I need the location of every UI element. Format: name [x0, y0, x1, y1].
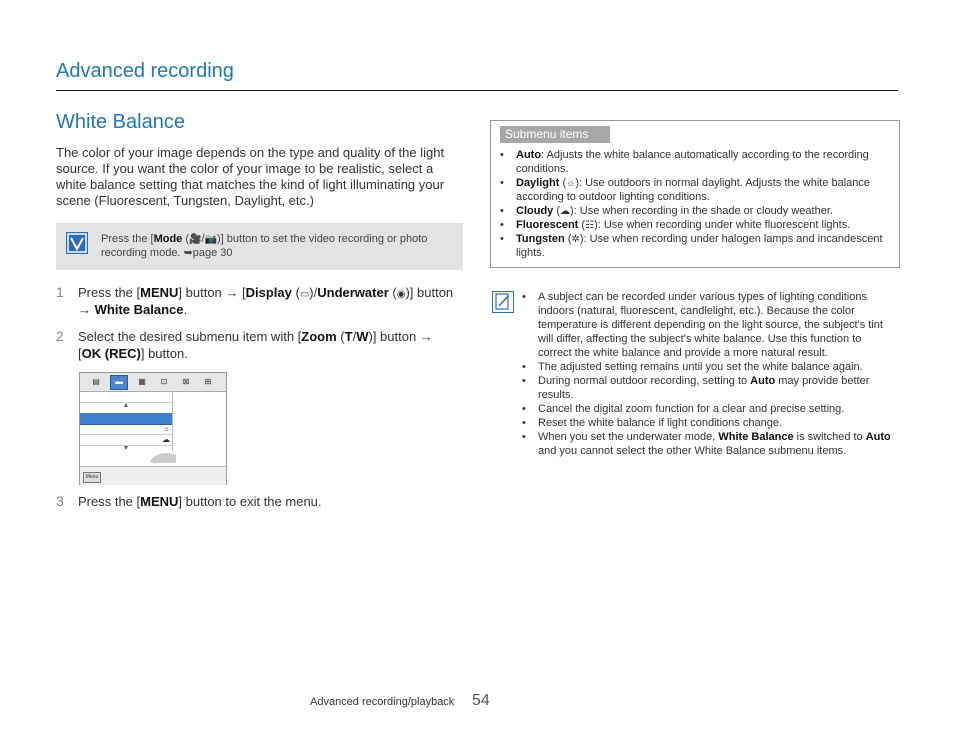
lcd-tab-active-icon: ▬ — [110, 375, 128, 390]
tips-list — [522, 290, 894, 458]
tip-bold: Auto — [750, 375, 776, 387]
tip-item — [522, 430, 894, 458]
lcd-tab-icon: ▤ — [92, 377, 100, 386]
step1-t5: ( — [388, 285, 397, 300]
note-mid: ] button to set the video recording or photo recording mode. — [101, 233, 428, 259]
step-number: 1 — [56, 284, 64, 300]
submenu-item-auto — [500, 148, 892, 176]
page-title: White Balance — [56, 111, 185, 133]
zoom-w-label: W — [356, 329, 369, 344]
hand-pointer-icon — [146, 441, 180, 465]
item-name: Fluorescent — [516, 219, 579, 231]
item-desc: ): Use when recording under halogen lamps and incandescent lights. — [516, 233, 883, 259]
tip-pre: When you set the underwater mode, — [538, 431, 719, 443]
page-arrow-icon: ➥ — [183, 247, 193, 259]
tip-item — [522, 374, 894, 402]
note-pre: Press the [ — [101, 233, 154, 245]
fluorescent-icon: ☷ — [585, 220, 595, 231]
tip-item: • A subject can be recorded under various types of lighting conditions indoors (natural, fluorescent, candlelight, etc.). Because the color temperature is different depending on the light source, the subject's tint will differ, affecting the subject's white balance. Use this function to correct the white balance and provide a more natural result. — [522, 290, 894, 360]
step-text — [78, 328, 458, 362]
zoom-label: Zoom — [301, 329, 337, 344]
footer-text: Advanced recording/playback — [310, 696, 455, 708]
sun-icon: ☼ — [566, 178, 576, 189]
bulb-icon: ✲ — [571, 234, 580, 245]
note-text: Press the [Mode (🎥/📷)] button to set the video recording or photo recording mode. ➥page 30 — [101, 233, 428, 259]
memo-icon — [492, 291, 514, 313]
note-page-ref: page 30 — [192, 247, 233, 259]
ok-rec-label: OK (REC) — [81, 346, 141, 361]
tip-item: • The adjusted setting remains until you set the white balance again. — [522, 360, 894, 374]
step1-t6: )] button → — [78, 285, 454, 317]
item-desc: ): Use when recording in the shade or cloudy weather. — [570, 205, 833, 217]
submenu-item-fluorescent: • Fluorescent (☷): Use when recording under white fluorescent lights. — [500, 218, 892, 232]
tip-post: and you cannot select the other White Balance submenu items. — [538, 445, 847, 457]
item-desc: ): Use when recording under white fluorescent lights. — [594, 219, 851, 231]
step1-t7: . — [183, 302, 188, 317]
note-mode-label: Mode — [153, 233, 183, 245]
step1-t3: ( — [291, 285, 300, 300]
display-icon: ▭ — [299, 289, 310, 300]
lcd-illustration — [79, 372, 227, 485]
step2-t4: )] button → [ — [78, 329, 433, 361]
header-rule — [56, 90, 898, 91]
item-name: Tungsten — [516, 233, 565, 245]
step-text — [78, 493, 458, 510]
submenu-heading: Submenu items — [500, 126, 610, 143]
display-label: Display — [245, 285, 292, 300]
lcd-footer — [80, 466, 226, 485]
section-title: Advanced recording — [56, 60, 234, 82]
lcd-tab-icon: ⊡ — [160, 377, 168, 386]
step1-t1: Press the [ — [78, 285, 141, 300]
white-balance-label: White Balance — [94, 302, 184, 317]
underwater-label: Underwater — [317, 285, 389, 300]
menu-label: MENU — [140, 494, 179, 509]
step-number: 3 — [56, 493, 64, 509]
tip-post: may provide better results. — [538, 375, 870, 401]
submenu-item-cloudy: • Cloudy (☁): Use when recording in the shade or cloudy weather. — [500, 204, 892, 218]
tip-pre: During normal outdoor recording, setting to — [538, 375, 751, 387]
step2-t2: ( — [336, 329, 345, 344]
item-desc: ): Use outdoors in normal daylight. Adjusts the white balance according to outdoor lighting conditions. — [516, 177, 871, 203]
step3-t1: Press the [ — [78, 494, 141, 509]
item-name: Auto — [516, 149, 542, 161]
item-name: Daylight — [516, 177, 560, 189]
step2-t3: / — [352, 329, 357, 344]
menu-label: MENU — [140, 285, 179, 300]
submenu-item-tungsten: • Tungsten (✲): Use when recording under halogen lamps and incandescent lights. — [500, 232, 892, 260]
tip-bold: Auto — [865, 431, 891, 443]
step-number: 2 — [56, 328, 64, 344]
item-name: Cloudy — [516, 205, 554, 217]
step2-t1: Select the desired submenu item with [ — [78, 329, 302, 344]
photo-camera-icon: 📷 — [204, 234, 218, 245]
lcd-up-arrow-icon: ▲ — [80, 402, 172, 414]
item-desc: : Adjusts the white balance automatically according to the recording conditions. — [516, 149, 869, 175]
page-number: 54 — [472, 692, 490, 709]
step3-t2: ] button to exit the menu. — [178, 494, 322, 509]
lcd-tab-bar — [80, 373, 226, 392]
intro-paragraph: The color of your image depends on the type and quality of the light source. If you want the color of your image to be realistic, select a white balance setting that matches the kind of light illuminating your scene (Fluorescent, Tungsten, Daylight, etc.) — [56, 145, 445, 208]
note-check-icon — [66, 232, 88, 254]
tip-bold: White Balance — [718, 431, 794, 443]
cloud-icon: ☁ — [560, 206, 571, 217]
zoom-t-label: T — [344, 329, 353, 344]
step2-t5: ] button. — [140, 346, 188, 361]
step-text — [78, 284, 458, 318]
tip-item: • Reset the white balance if light conditions change. — [522, 416, 894, 430]
tip-item: • Cancel the digital zoom function for a clear and precise setting. — [522, 402, 894, 416]
video-camera-icon: 🎥 — [189, 234, 202, 245]
underwater-icon: ◉ — [396, 289, 406, 300]
step1-t2: ] button → [ — [178, 285, 246, 300]
lcd-menu-button[interactable]: Menu — [83, 472, 101, 483]
lcd-sun-icon: ☼ — [80, 424, 172, 435]
lcd-tab-icon: ⊞ — [204, 377, 212, 386]
step1-t4: )/ — [309, 285, 318, 300]
lcd-tab-icon: ▦ — [138, 377, 146, 386]
lcd-cloud-icon: ☁ — [80, 435, 172, 446]
submenu-list — [500, 148, 892, 260]
submenu-item-daylight: • Daylight (☼): Use outdoors in normal daylight. Adjusts the white balance according to outdoor lighting conditions. — [500, 176, 892, 204]
tip-mid: is switched to — [793, 431, 866, 443]
lcd-tab-icon: ⊠ — [182, 377, 190, 386]
lcd-down-arrow-icon: ▼ — [122, 445, 130, 452]
